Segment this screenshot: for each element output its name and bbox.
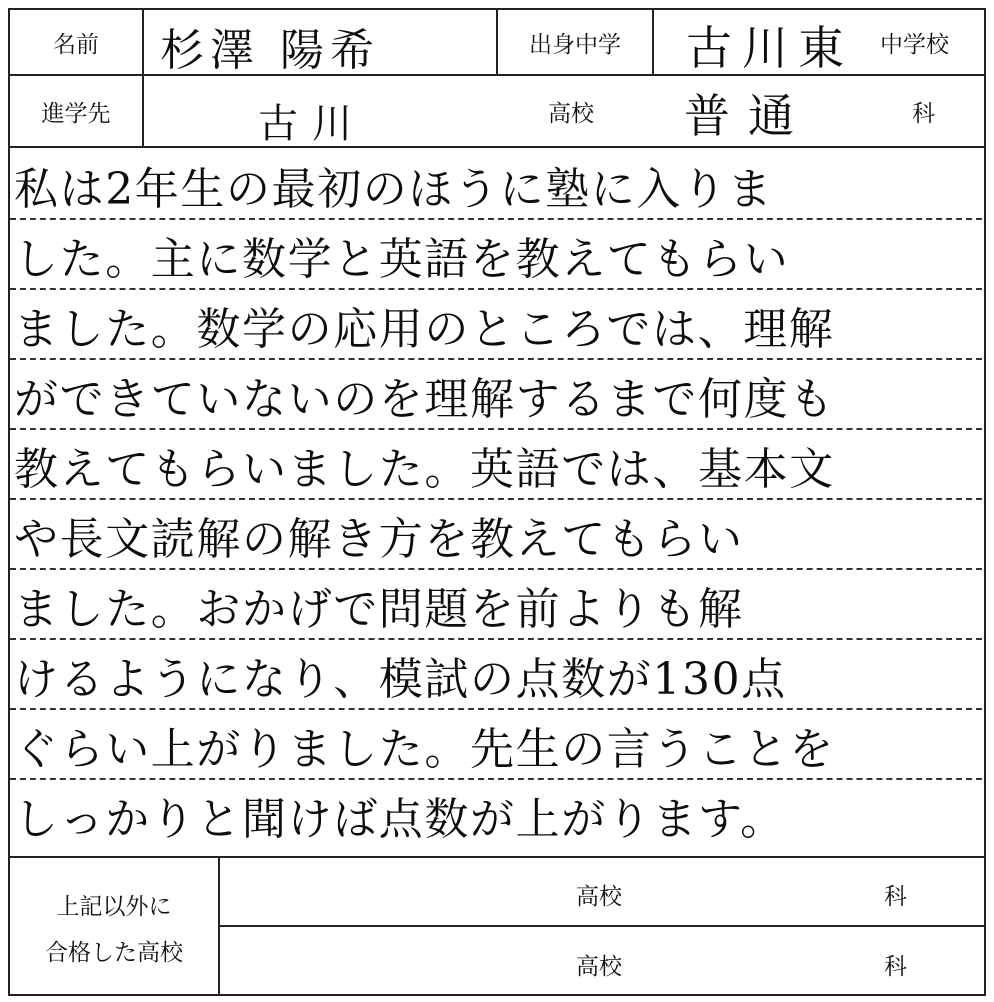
other-schools-divider	[218, 925, 986, 927]
essay-line: した。主に数学と英語を教えてもらい	[14, 234, 790, 285]
other-schools-label-line2: 合格した高校	[45, 940, 183, 966]
other-school-2-suffix: 高校	[576, 954, 622, 980]
middle-school-label: 出身中学	[529, 32, 621, 58]
other-school-2-dept-suffix: 科	[884, 954, 907, 980]
destination-label: 進学先	[41, 101, 111, 127]
essay-line: けるようになり、模試の点数が130点	[14, 654, 787, 705]
department-suffix: 科	[912, 101, 935, 127]
department-value: 普通	[684, 89, 812, 143]
essay-line: ぐらい上がりました。先生の言うことを	[14, 724, 835, 775]
essay-line: 教えてもらいました。英語では、基本文	[14, 444, 835, 495]
name-label: 名前	[53, 32, 99, 58]
middle-school-value: 古川東	[686, 21, 854, 75]
essay-line: や長文読解の解き方を教えてもらい	[14, 514, 744, 565]
essay-line: 私は2年生の最初のほうに塾に入りま	[14, 164, 774, 215]
other-schools-label-line1: 上記以外に	[56, 894, 172, 920]
essay-line: しっかりと聞けば点数が上がります。	[14, 794, 786, 845]
other-schools-label-cell	[8, 856, 220, 996]
middle-school-suffix: 中学校	[880, 32, 949, 58]
name-value: 杉澤 陽希	[160, 25, 380, 76]
other-school-1-suffix: 高校	[576, 884, 622, 910]
essay-line: ができていないのを理解するまで何度も	[14, 374, 835, 425]
essay-line: ました。おかげで問題を前よりも解	[14, 584, 744, 635]
destination-value: 古川	[258, 101, 366, 147]
essay-line: ました。数学の応用のところでは、理解	[14, 304, 835, 355]
other-school-1-dept-suffix: 科	[884, 884, 907, 910]
high-school-label: 高校	[548, 101, 594, 127]
